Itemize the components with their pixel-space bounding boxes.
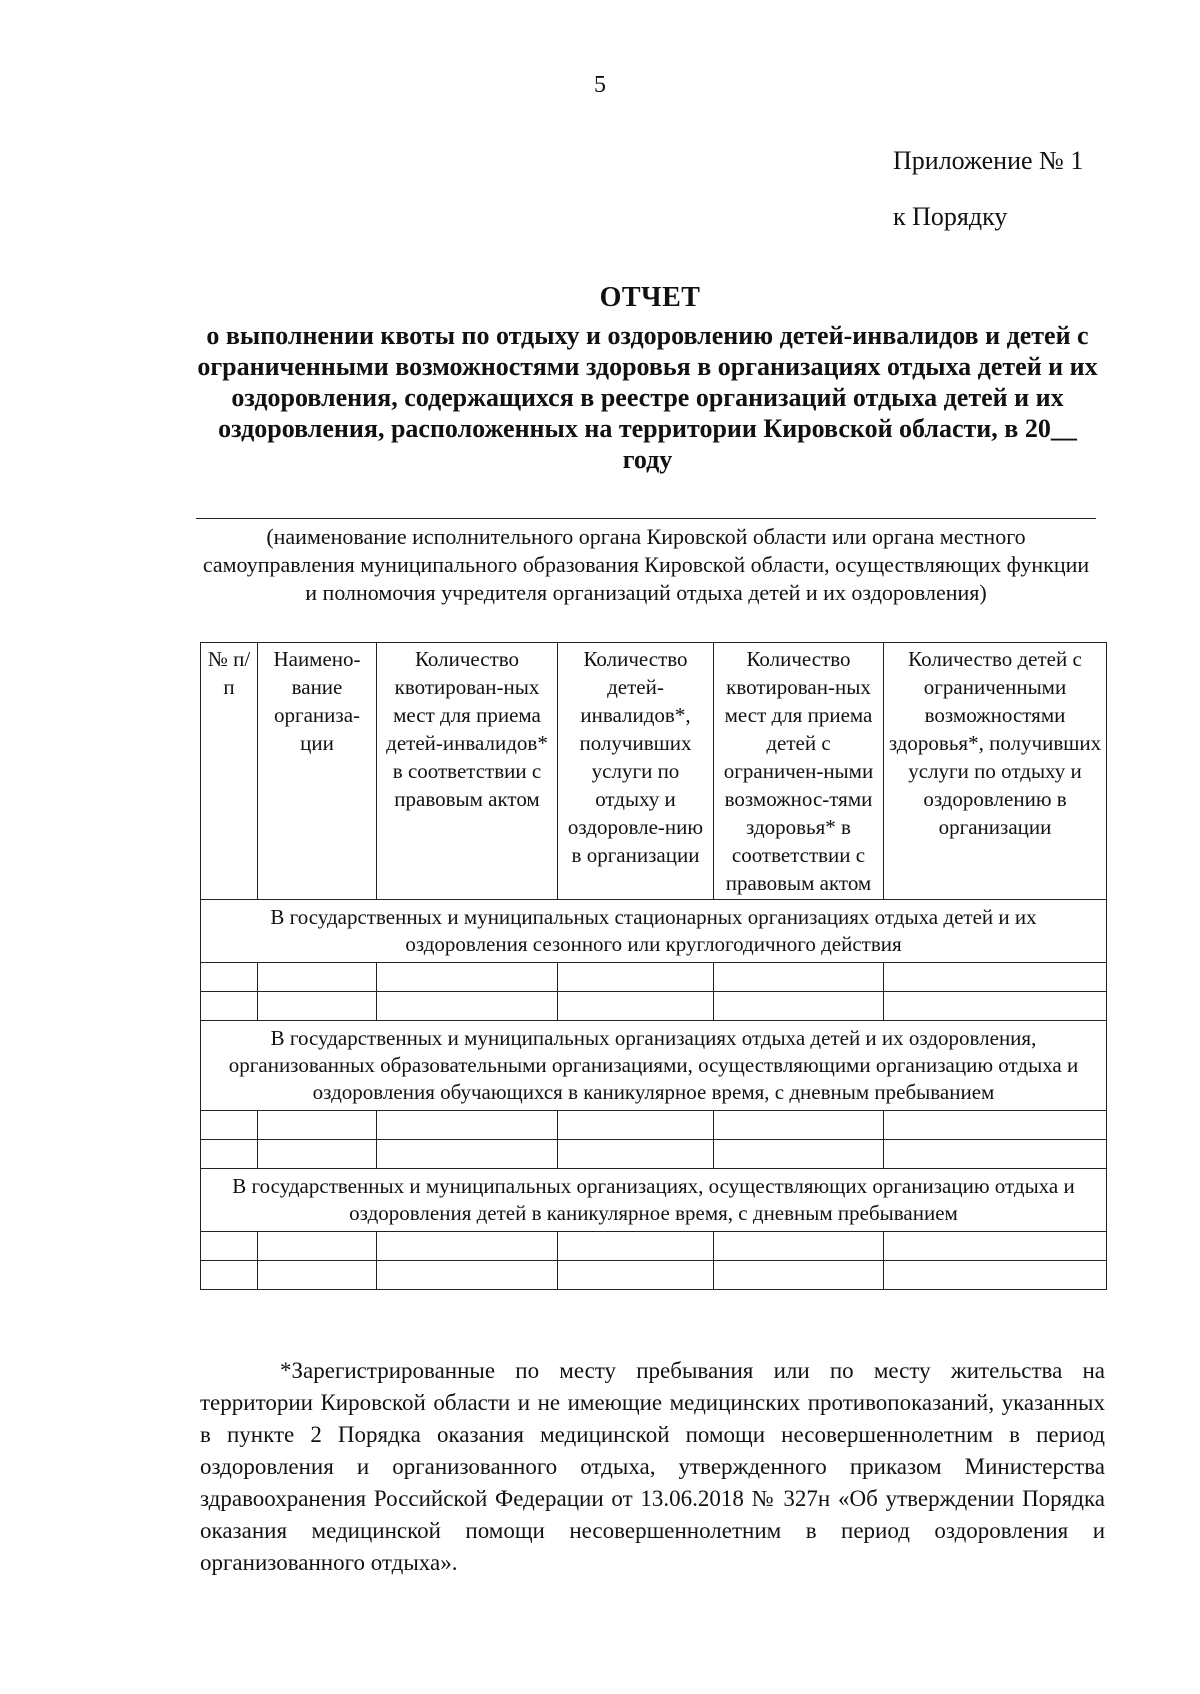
section-title-stationary: В государственных и муниципальных стационарных организациях отдыха детей и их оздоровления сезонного или круглогодичного действия <box>201 900 1107 963</box>
table-cell[interactable] <box>884 992 1107 1021</box>
report-subtitle: о выполнении квоты по отдыху и оздоровлению детей-инвалидов и детей с ограниченными возможностями здоровья в организациях отдыха детей и их оздоровления, содержащихся в реестре организаций отдыха детей и их оздоровления, расположенных на территории Кировской области, в 20__ году <box>197 321 1098 474</box>
header-disabled-quota-places: Количество квотирован-ных мест для приема детей-инвалидов* в соответствии с правовым актом <box>377 643 558 900</box>
table-cell[interactable] <box>258 1232 377 1261</box>
table-cell[interactable] <box>884 1232 1107 1261</box>
footnote-text: *Зарегистрированные по месту пребывания или по месту жительства на территории Кировской области и не имеющие медицинских противопоказаний, указанных в пункте 2 Порядка оказания медицинской помощи несовершеннолетним в период оздоровления и организованного отдыха, утвержденного приказом Министерства здравоохранения Российской Федерации от 13.06.2018 № 327н «Об утверждении Порядка оказания медицинской помощи несовершеннолетним в период оздоровления и организованного отдыха». <box>200 1358 1105 1575</box>
table-cell[interactable] <box>884 963 1107 992</box>
section-title-school-day-camps: В государственных и муниципальных организациях отдыха детей и их оздоровления, организованных образовательными организациями, осуществляющими организацию отдыха и оздоровления обучающихся в каникулярное время, с дневным пребыванием <box>201 1021 1107 1111</box>
table-cell[interactable] <box>884 1140 1107 1169</box>
appendix-title: Приложение № 1 <box>893 146 1084 175</box>
table-cell[interactable] <box>377 992 558 1021</box>
section-row <box>201 1021 1107 1111</box>
appendix-reference: к Порядку <box>893 202 1008 231</box>
table-cell[interactable] <box>377 1140 558 1169</box>
table-cell[interactable] <box>714 1232 884 1261</box>
organ-name-caption: (наименование исполнительного органа Кировской области или органа местного самоуправления муниципального образования Кировской области, осуществляющих функции и полномочия учредителя организаций отдыха детей и их оздоровления) <box>202 524 1090 605</box>
table-cell[interactable] <box>558 1232 714 1261</box>
table-cell[interactable] <box>558 1140 714 1169</box>
table-cell[interactable] <box>884 1111 1107 1140</box>
table-cell[interactable] <box>558 1261 714 1290</box>
table-cell[interactable] <box>377 1232 558 1261</box>
table-cell[interactable] <box>258 1261 377 1290</box>
table-row <box>201 963 1107 992</box>
table-cell[interactable] <box>558 992 714 1021</box>
table-cell[interactable] <box>558 1111 714 1140</box>
table-cell[interactable] <box>714 1261 884 1290</box>
table-cell[interactable] <box>258 1140 377 1169</box>
table-row <box>201 1232 1107 1261</box>
organ-name-line <box>196 518 1096 519</box>
table-row <box>201 1261 1107 1290</box>
table-cell[interactable] <box>201 1261 258 1290</box>
header-organization-name: Наимено-вание организа-ции <box>258 643 377 900</box>
table-cell[interactable] <box>558 963 714 992</box>
table-row <box>201 992 1107 1021</box>
header-limited-health-quota-places: Количество квотирован-ных мест для приема детей с ограничен-ными возможнос-тями здоровья* в соответствии с правовым актом <box>714 643 884 900</box>
table-cell[interactable] <box>201 992 258 1021</box>
table-cell[interactable] <box>201 1232 258 1261</box>
header-limited-health-children-served: Количество детей с ограниченными возможностями здоровья*, получивших услуги по отдыху и оздоровлению в организации <box>884 643 1107 900</box>
report-title: ОТЧЕТ <box>599 282 701 313</box>
table-header-row <box>201 643 1107 900</box>
header-number: № п/п <box>201 643 258 900</box>
table-cell[interactable] <box>201 1140 258 1169</box>
table-cell[interactable] <box>201 1111 258 1140</box>
table-row <box>201 1140 1107 1169</box>
quota-report-table <box>200 642 1107 1290</box>
section-row <box>201 1169 1107 1232</box>
table-cell[interactable] <box>377 963 558 992</box>
table-cell[interactable] <box>884 1261 1107 1290</box>
table-cell[interactable] <box>714 963 884 992</box>
section-title-day-stay-organizations: В государственных и муниципальных организациях, осуществляющих организацию отдыха и оздоровления детей в каникулярное время, с дневным пребыванием <box>201 1169 1107 1232</box>
table-cell[interactable] <box>377 1111 558 1140</box>
table-cell[interactable] <box>258 1111 377 1140</box>
table-cell[interactable] <box>258 963 377 992</box>
header-disabled-children-served: Количество детей-инвалидов*, получивших услуги по отдыху и оздоровле-нию в организации <box>558 643 714 900</box>
table-cell[interactable] <box>258 992 377 1021</box>
footnote <box>200 1355 1105 1579</box>
table-cell[interactable] <box>201 963 258 992</box>
table-cell[interactable] <box>714 992 884 1021</box>
page-number: 5 <box>594 72 606 98</box>
section-row <box>201 900 1107 963</box>
table-cell[interactable] <box>714 1111 884 1140</box>
table-cell[interactable] <box>714 1140 884 1169</box>
table-row <box>201 1111 1107 1140</box>
table-cell[interactable] <box>377 1261 558 1290</box>
